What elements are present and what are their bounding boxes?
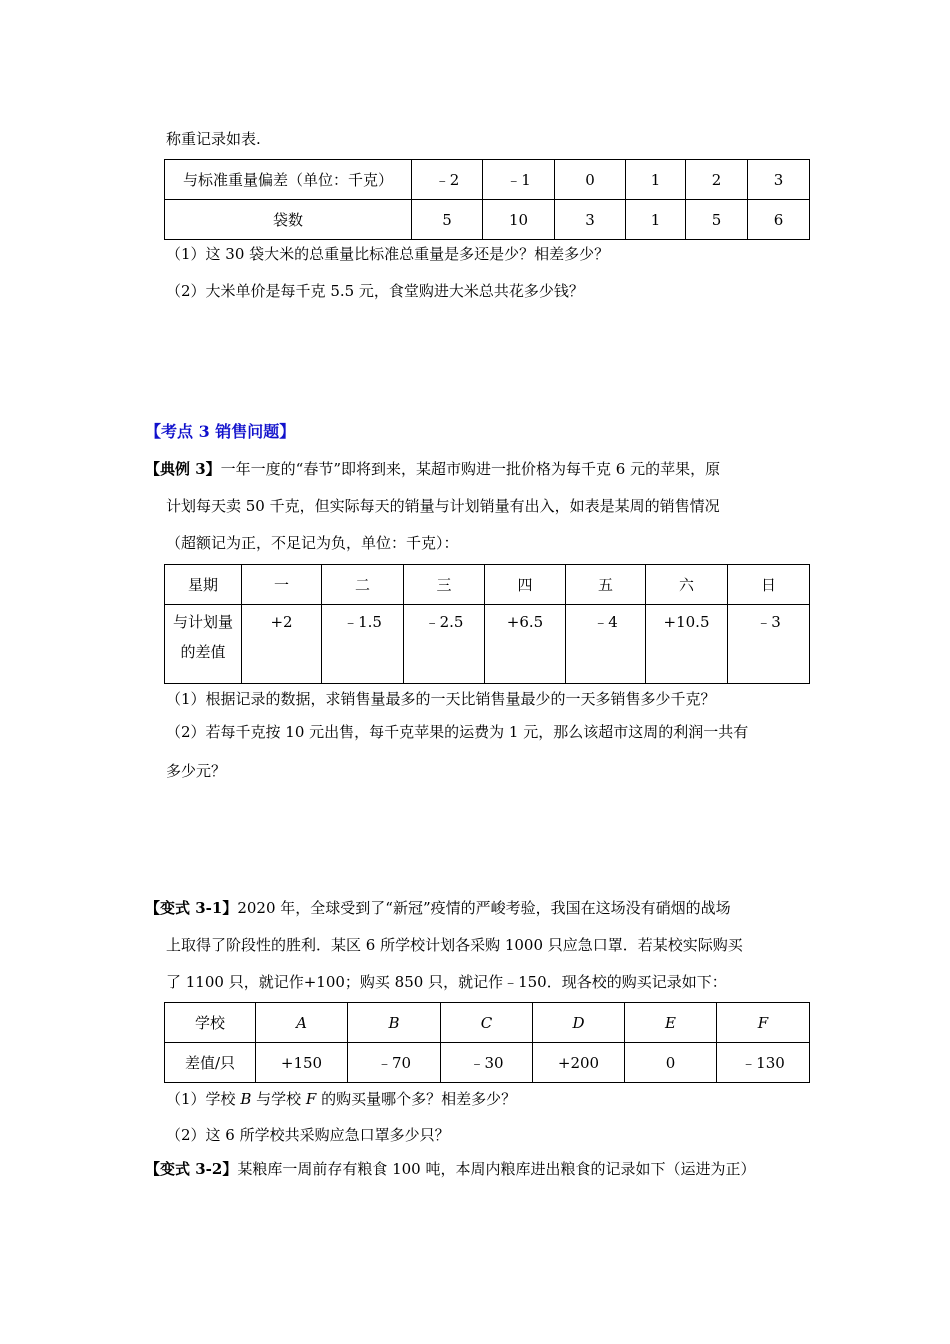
variant-2-text: 某粮库一周前存有粮食 100 吨，本周内粮库进出粮食的记录如下（运进为正） [237, 1160, 756, 1178]
table-header-cell: 日 [728, 565, 810, 605]
table-header-cell: 星期 [165, 565, 242, 605]
example-text: 一年一度的“春节”即将到来，某超市购进一批价格为每千克 6 元的苹果，原 [220, 460, 721, 478]
school-purchase-table [164, 1002, 810, 1083]
table-row [165, 565, 810, 605]
table-cell: 0 [555, 160, 626, 200]
row-label-line-2: 的差值 [180, 643, 226, 661]
table-cell: ﹣30 [441, 1043, 533, 1083]
table-header-cell: E [625, 1003, 717, 1043]
table-cell: 3 [555, 200, 626, 240]
table-row-label: 袋数 [165, 200, 412, 240]
table-header-cell: C [441, 1003, 533, 1043]
table-row [165, 160, 810, 200]
table-header-cell: B [348, 1003, 441, 1043]
question-2-1: （1）根据记录的数据，求销售量最多的一天比销售量最少的一天多销售多少千克？ [166, 690, 716, 708]
table-cell: ﹣1.5 [322, 605, 404, 684]
question-3-1-part: 的购买量哪个多？相差多少？ [316, 1090, 517, 1108]
table-cell: 2 [686, 160, 748, 200]
table-row [165, 1043, 810, 1083]
table-cell: ﹣130 [717, 1043, 810, 1083]
weight-deviation-table [164, 159, 810, 240]
intro-line: 称重记录如表. [166, 130, 261, 148]
example-line-1 [145, 459, 720, 479]
table-cell: ﹣1 [483, 160, 555, 200]
question-3-2: （2）这 6 所学校共采购应急口罩多少只？ [166, 1126, 450, 1144]
table-cell: +6.5 [485, 605, 566, 684]
table-cell: 5 [412, 200, 483, 240]
table-header-cell: 二 [322, 565, 404, 605]
question-1-1: （1）这 30 袋大米的总重量比标准总重量是多还是少？相差多少？ [166, 245, 610, 263]
table-row [165, 200, 810, 240]
example-tag: 【典例 3】 [145, 460, 221, 478]
table-header-cell: 六 [646, 565, 728, 605]
variant-1-text: 2020 年，全球受到了“新冠”疫情的严峻考验，我国在这场没有硝烟的战场 [237, 899, 731, 917]
table-row [165, 605, 810, 684]
table-cell: ﹣70 [348, 1043, 441, 1083]
table-row [165, 1003, 810, 1043]
table-header-cell: F [717, 1003, 810, 1043]
variant-2-tag: 【变式 3-2】 [145, 1160, 238, 1178]
table-cell: ﹣2 [412, 160, 483, 200]
table-header-cell: 四 [485, 565, 566, 605]
table-header-cell: 一 [242, 565, 322, 605]
table-cell: 1 [626, 200, 686, 240]
question-3-1-part: 与学校 [251, 1090, 306, 1108]
variant-2-line-1 [145, 1159, 756, 1179]
example-line-3: （超额记为正，不足记为负，单位：千克）： [166, 534, 459, 552]
table-header-cell: 三 [404, 565, 485, 605]
variant-1-line-1 [145, 898, 731, 918]
table-cell: +2 [242, 605, 322, 684]
table-row-label [165, 605, 242, 684]
row-label-line-1: 与计划量 [172, 613, 233, 631]
table-cell: +10.5 [646, 605, 728, 684]
table-cell: ﹣2.5 [404, 605, 485, 684]
sales-table [164, 564, 810, 684]
question-2-2-cont: 多少元？ [166, 762, 227, 780]
question-1-2: （2）大米单价是每千克 5.5 元，食堂购进大米总共花多少钱？ [166, 282, 584, 300]
example-line-2: 计划每天卖 50 千克，但实际每天的销量与计划销量有出入，如表是某周的销售情况 [166, 497, 720, 515]
table-cell: +200 [533, 1043, 625, 1083]
table-cell: 6 [748, 200, 810, 240]
variant-1-line-2: 上取得了阶段性的胜利．某区 6 所学校计划各采购 1000 只应急口罩．若某校实际购买 [166, 936, 743, 954]
section-title: 【考点 3 销售问题】 [145, 422, 296, 441]
table-cell: ﹣3 [728, 605, 810, 684]
school-f-ref: F [305, 1090, 317, 1108]
question-3-1-part: （1）学校 [166, 1090, 241, 1108]
variant-1-tag: 【变式 3-1】 [145, 899, 238, 917]
school-b-ref: B [240, 1090, 252, 1108]
table-header-cell: A [256, 1003, 348, 1043]
table-cell: 3 [748, 160, 810, 200]
question-2-2: （2）若每千克按 10 元出售，每千克苹果的运费为 1 元，那么该超市这周的利润一共有 [166, 723, 749, 741]
table-header-cell: 与标准重量偏差（单位：千克） [165, 160, 412, 200]
table-row-label: 差值/只 [165, 1043, 256, 1083]
table-header-cell: D [533, 1003, 625, 1043]
table-cell: 0 [625, 1043, 717, 1083]
question-3-1 [166, 1089, 516, 1109]
table-cell: 1 [626, 160, 686, 200]
table-cell: +150 [256, 1043, 348, 1083]
table-cell: 5 [686, 200, 748, 240]
variant-1-line-3: 了 1100 只，就记作+100；购买 850 只，就记作﹣150．现各校的购买记录如下： [166, 973, 727, 991]
table-header-cell: 学校 [165, 1003, 256, 1043]
table-header-cell: 五 [566, 565, 646, 605]
table-cell: 10 [483, 200, 555, 240]
table-cell: ﹣4 [566, 605, 646, 684]
